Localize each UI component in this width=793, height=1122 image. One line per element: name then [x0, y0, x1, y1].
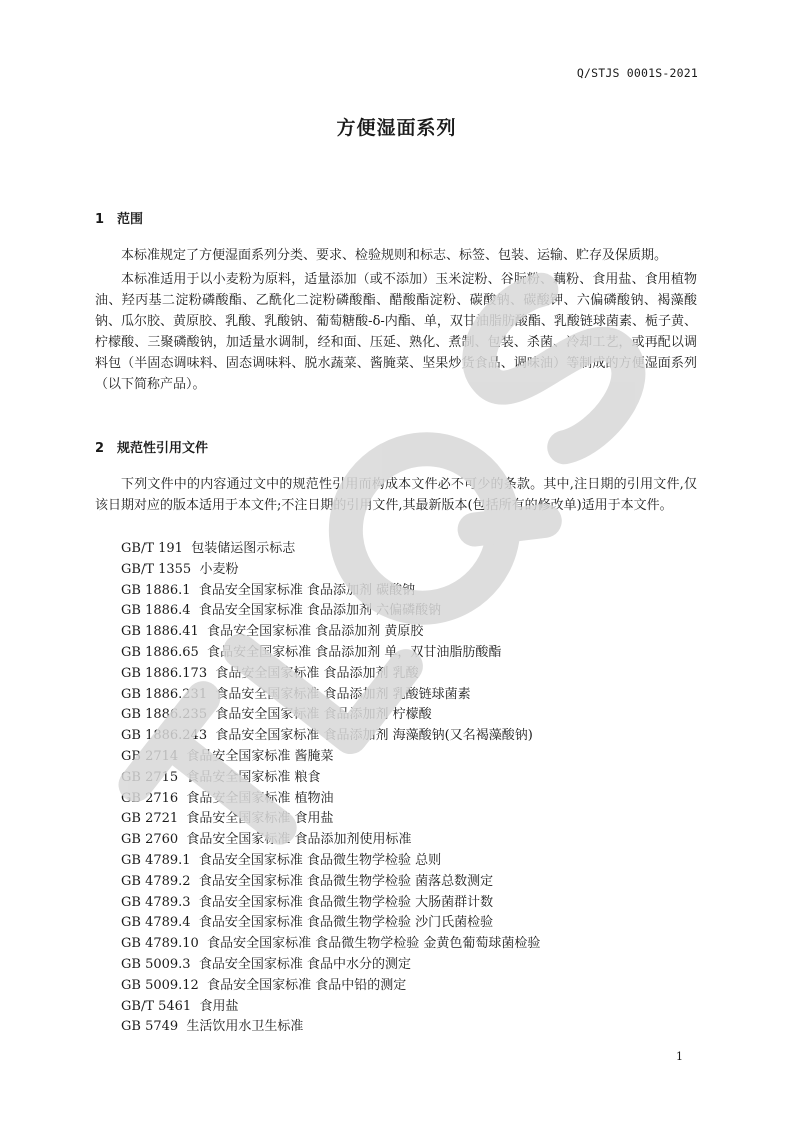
section-title: 规范性引用文件 — [117, 441, 209, 456]
reference-item — [121, 643, 540, 664]
reference-title: 食品安全国家标准 粮食 — [186, 769, 321, 785]
reference-title: 食品安全国家标准 食品添加剂 柠檬酸 — [215, 707, 432, 723]
reference-item — [121, 934, 540, 955]
reference-item — [121, 664, 540, 685]
standard-code: Q/STJS 0001S-2021 — [576, 66, 698, 80]
reference-item — [121, 685, 540, 706]
reference-code: GB 4789.3 — [121, 894, 191, 910]
reference-code: GB 1886.235 — [121, 707, 208, 723]
reference-code: GB 1886.1 — [121, 582, 191, 598]
reference-item — [121, 768, 540, 789]
reference-gap — [199, 978, 207, 993]
reference-gap — [191, 957, 199, 972]
section-heading-references — [95, 437, 208, 456]
reference-code: GB/T 191 — [121, 541, 183, 556]
reference-code: GB 5749 — [121, 1019, 179, 1035]
reference-code: GB 2715 — [121, 769, 179, 785]
reference-item — [121, 560, 540, 581]
reference-code: GB 2760 — [121, 832, 179, 848]
reference-item — [121, 622, 540, 643]
page-number: 1 — [676, 1050, 683, 1063]
reference-code: GB 2721 — [121, 811, 179, 827]
reference-gap — [191, 583, 199, 598]
reference-item — [121, 747, 540, 768]
reference-gap — [191, 603, 199, 618]
reference-code: GB/T 5461 — [121, 998, 192, 1014]
reference-code: GB 4789.1 — [121, 852, 191, 868]
reference-list — [121, 539, 540, 1038]
reference-title: 食品安全国家标准 食品微生物学检验 总则 — [198, 852, 442, 868]
reference-title: 食品安全国家标准 食品添加剂 海藻酸钠(又名褐藻酸钠) — [215, 728, 533, 744]
reference-title: 食品安全国家标准 食品添加剂 单，双甘油脂肪酸酯 — [207, 644, 502, 660]
reference-title: 食品安全国家标准 食品微生物学检验 菌落总数测定 — [198, 873, 494, 889]
reference-code: GB 5009.3 — [121, 956, 191, 972]
reference-title: 小麦粉 — [199, 561, 239, 577]
reference-code: GB 4789.4 — [121, 915, 191, 931]
reference-code: GB 1886.4 — [121, 603, 191, 619]
reference-title: 食品安全国家标准 食品中铅的测定 — [207, 977, 407, 993]
reference-title: 食品安全国家标准 食品添加剂 六偏磷酸钠 — [198, 603, 442, 619]
document-title: 方便湿面系列 — [336, 117, 457, 139]
reference-item — [121, 1017, 540, 1038]
reference-item — [121, 872, 540, 893]
reference-code: GB 2714 — [121, 748, 179, 764]
reference-gap — [183, 541, 191, 556]
reference-item — [121, 955, 540, 976]
reference-code: GB 4789.10 — [121, 936, 199, 952]
reference-title: 生活饮用水卫生标准 — [186, 1019, 304, 1035]
reference-gap — [191, 853, 199, 868]
reference-item — [121, 913, 540, 934]
reference-gap — [199, 645, 207, 660]
scope-paragraph-2: 本标准适用于以小麦粉为原料，适量添加（或不添加）玉米淀粉、谷朊粉、藕粉、食用盐、食用植物油、羟丙基二淀粉磷酸酯、乙酰化二淀粉磷酸酯、醋酸酯淀粉、碳酸钠、碳酸钾、六偏磷酸钠、褐藻酸钠、瓜尔胶、黄原胶、乳酸、乳酸钠、葡萄糖酸-δ-内酯、单，双甘油脂肪酸酯、乳酸链球菌素、栀子黄、柠檬酸、三聚磷酸钠，加适量水调制，经和面、压延、熟化、煮制、包装、杀菌、冷却工艺，或再配以调料包（半固态调味料、固态调味料、脱水蔬菜、酱腌菜、坚果炒货食品、调味油）等制成的方便湿面系列（以下简称产品）。 — [95, 272, 697, 392]
reference-item — [121, 997, 540, 1018]
reference-title: 食品安全国家标准 植物油 — [186, 790, 334, 806]
reference-code: GB 1886.231 — [121, 686, 208, 702]
reference-item — [121, 601, 540, 622]
reference-title: 食品安全国家标准 食品添加剂使用标准 — [186, 832, 412, 848]
reference-code: GB 2716 — [121, 790, 179, 806]
reference-item — [121, 851, 540, 872]
reference-code: GB 1886.173 — [121, 665, 208, 681]
reference-gap — [199, 624, 207, 639]
section-heading-scope — [95, 208, 143, 227]
scope-paragraph-1: 本标准规定了方便湿面系列分类、要求、检验规则和标志、标签、包装、运输、贮存及保质期。 — [121, 248, 668, 263]
reference-item — [121, 976, 540, 997]
section-number: 1 — [95, 212, 105, 227]
reference-gap — [199, 936, 207, 951]
reference-title: 食品安全国家标准 食品添加剂 乳酸 — [215, 665, 419, 681]
reference-title: 食品安全国家标准 食品微生物学检验 金黄色葡萄球菌检验 — [207, 936, 541, 952]
reference-title: 食品安全国家标准 食品添加剂 黄原胶 — [207, 624, 424, 640]
reference-gap — [191, 895, 199, 910]
reference-gap — [191, 915, 199, 930]
reference-title: 食品安全国家标准 酱腌菜 — [186, 748, 334, 764]
reference-item — [121, 809, 540, 830]
reference-title: 食用盐 — [199, 998, 239, 1014]
reference-code: GB 5009.12 — [121, 977, 199, 993]
reference-title: 食品安全国家标准 食品添加剂 乳酸链球菌素 — [215, 686, 471, 702]
reference-item — [121, 726, 540, 747]
reference-item — [121, 893, 540, 914]
reference-title: 食品安全国家标准 食品微生物学检验 大肠菌群计数 — [198, 894, 494, 910]
reference-title: 包装储运图示标志 — [191, 541, 296, 556]
section-title: 范围 — [117, 212, 144, 227]
reference-code: GB 4789.2 — [121, 873, 191, 889]
reference-item — [121, 705, 540, 726]
section-number: 2 — [95, 441, 105, 456]
reference-code: GB 1886.65 — [121, 644, 199, 660]
reference-title: 食品安全国家标准 食品中水分的测定 — [198, 956, 411, 972]
reference-item — [121, 539, 540, 560]
reference-item — [121, 830, 540, 851]
reference-item — [121, 581, 540, 602]
reference-code: GB 1886.243 — [121, 728, 208, 744]
reference-item — [121, 789, 540, 810]
reference-title: 食品安全国家标准 食品微生物学检验 沙门氏菌检验 — [198, 915, 494, 931]
references-intro-paragraph: 下列文件中的内容通过文中的规范性引用而构成本文件必不可少的条款。其中,注日期的引用文件,仅该日期对应的版本适用于本文件;不注日期的引用文件,其最新版本(包括所有的修改单)适用于本文件。 — [95, 477, 697, 513]
reference-code: GB 1886.41 — [121, 624, 199, 640]
reference-title: 食品安全国家标准 食品添加剂 碳酸钠 — [198, 582, 416, 598]
reference-gap — [191, 874, 199, 889]
reference-code: GB/T 1355 — [121, 561, 192, 577]
reference-title: 食品安全国家标准 食用盐 — [186, 811, 334, 827]
